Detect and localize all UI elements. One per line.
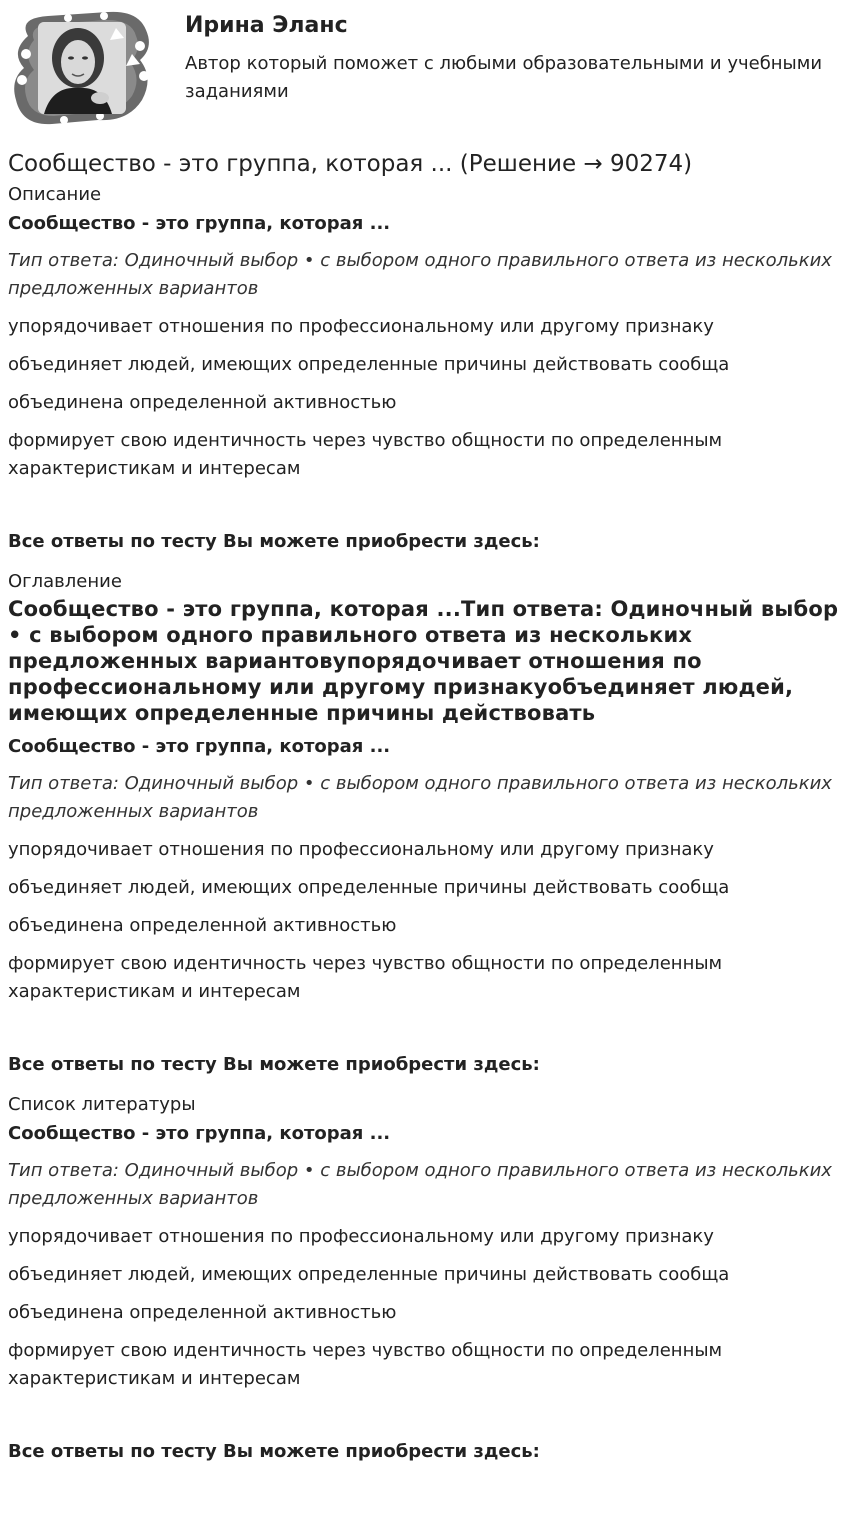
answer-type: Тип ответа: Одиночный выбор • с выбором одного правильного ответа из нескольких предложенных вариантов bbox=[8, 773, 832, 822]
toc-heading: Сообщество - это группа, которая ...Тип ответа: Одиночный выбор • с выбором одного правильного ответа из нескольких предложенных вариантовупорядочивает отношения по профессиональному или другому признакуобъединяет людей, имеющих определенные причины действовать bbox=[8, 597, 839, 725]
buy-answers-text: Все ответы по тесту Вы можете приобрести здесь: bbox=[8, 1054, 540, 1075]
answer-option: объединяет людей, имеющих определенные причины действовать сообща bbox=[8, 877, 730, 898]
answer-option: формирует свою идентичность через чувство общности по определенным характеристикам и интересам bbox=[8, 1340, 723, 1389]
section-label-description: Описание bbox=[8, 184, 102, 205]
buy-answers-text: Все ответы по тесту Вы можете приобрести здесь: bbox=[8, 1441, 540, 1462]
answer-option: объединяет людей, имеющих определенные причины действовать сообща bbox=[8, 1264, 730, 1285]
answer-type: Тип ответа: Одиночный выбор • с выбором одного правильного ответа из нескольких предложенных вариантов bbox=[8, 250, 832, 299]
answer-option: объединена определенной активностью bbox=[8, 915, 397, 936]
section-label-literature: Список литературы bbox=[8, 1094, 196, 1115]
answer-option: объединена определенной активностью bbox=[8, 1302, 397, 1323]
question-title: Сообщество - это группа, которая ... bbox=[8, 213, 391, 234]
answer-option: формирует свою идентичность через чувство общности по определенным характеристикам и интересам bbox=[8, 430, 723, 479]
author-name: Ирина Эланс bbox=[185, 13, 348, 38]
answer-option: упорядочивает отношения по профессиональному или другому признаку bbox=[8, 1226, 714, 1247]
answer-option: формирует свою идентичность через чувство общности по определенным характеристикам и интересам bbox=[8, 953, 723, 1002]
author-description: Автор который поможет с любыми образовательными и учебными заданиями bbox=[185, 53, 823, 102]
literature-section bbox=[8, 1092, 839, 1465]
section-label-toc: Оглавление bbox=[8, 571, 122, 592]
answer-type: Тип ответа: Одиночный выбор • с выбором одного правильного ответа из нескольких предложенных вариантов bbox=[8, 1160, 832, 1209]
page bbox=[8, 0, 839, 1465]
author-avatar bbox=[8, 8, 154, 126]
question-title: Сообщество - это группа, которая ... bbox=[8, 736, 391, 757]
answer-option: упорядочивает отношения по профессиональному или другому признаку bbox=[8, 839, 714, 860]
description-section bbox=[8, 182, 839, 555]
author-header bbox=[8, 0, 839, 136]
toc-section bbox=[8, 569, 839, 1078]
answer-option: объединяет людей, имеющих определенные причины действовать сообща bbox=[8, 354, 730, 375]
answer-option: упорядочивает отношения по профессиональному или другому признаку bbox=[8, 316, 714, 337]
answer-option: объединена определенной активностью bbox=[8, 392, 397, 413]
page-title: Сообщество - это группа, которая ... (Решение → 90274) bbox=[8, 151, 693, 177]
question-title: Сообщество - это группа, которая ... bbox=[8, 1123, 391, 1144]
buy-answers-text: Все ответы по тесту Вы можете приобрести здесь: bbox=[8, 531, 540, 552]
